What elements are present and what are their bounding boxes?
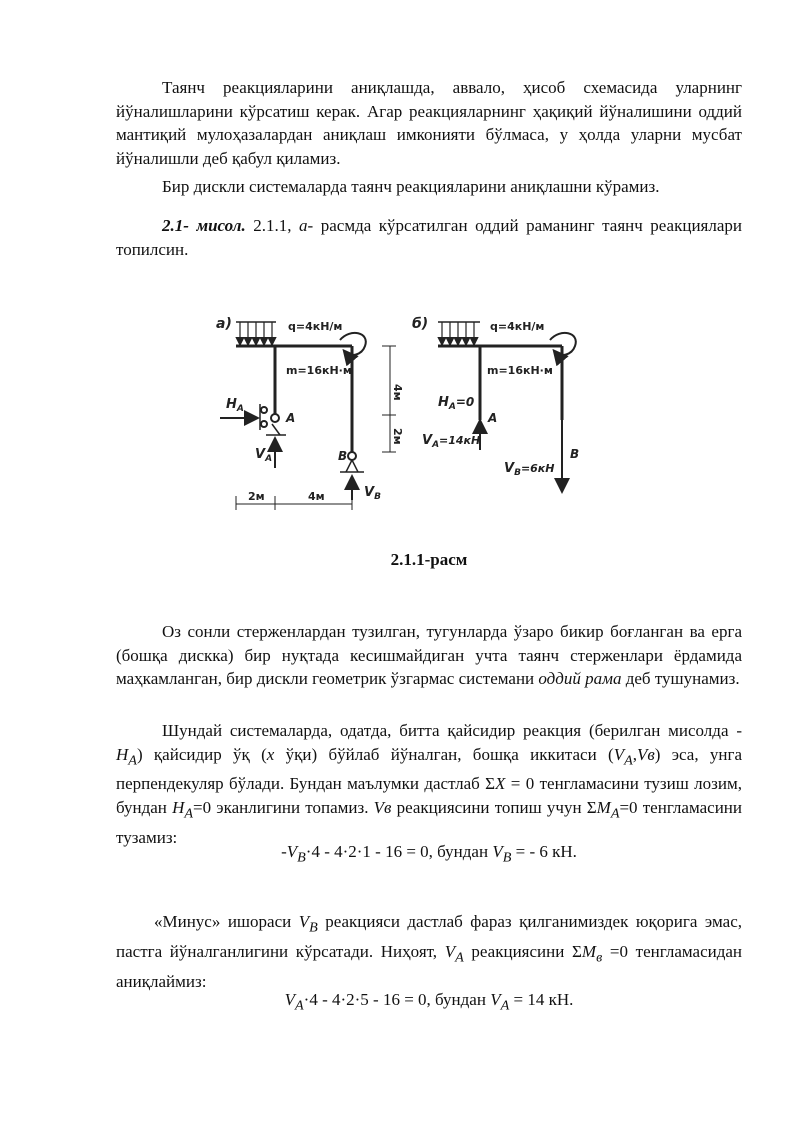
frame-diagram-figure (200, 300, 600, 520)
label-b: б) (412, 316, 429, 332)
va-label-a: $V_A$ (255, 447, 273, 464)
b-point-label-a: B (338, 449, 348, 463)
m-label-b: m=16кН·м (487, 364, 553, 377)
paragraph-1: Таянч реакцияларини аниқлашда, аввало, ҳисоб схемасида уларнинг йўналишларини кўрсатиш керак. Агар реакцияларнинг ҳақиқий йўналишини оддий мантиқий мулоҳазалардан аниқлаш имконияти бўлмаса, у ҳолда уларни мусбат йўналишли деб қабул қиламиз. (116, 78, 742, 168)
paragraph-5: Шундай системаларда, одатда, битта қайсидир реакция (берилган мисолда - $H_A$) қайсидир ўқ (x ўқи) бўйлаб йўналган, бошқа иккитаси $(V_A,Vв)$ эса, унга перпендекуляр бўлади. Бундан маълумки дастлаб ΣX = 0 тенгламасини тузиш лозим, бундан $H_A=0$ эканлигини топамиз. Vв реакциясини топиш учун $\Sigma M_A=0$ тенгламасини тузамиз: (116, 721, 743, 847)
vb-label-b: $V_B^{=6кН}$ (504, 461, 555, 478)
formula-2: $V_A\cdot 4 - 4\cdot 2\cdot 5 - 16 = 0$, бундан $V_A = 14$ кН. (284, 990, 574, 1014)
vb-label-a: $V_B$ (364, 485, 381, 502)
label-a: а) (216, 316, 232, 332)
dim-4m-vertical: 4м (391, 384, 404, 401)
paragraph-6: «Минус» ишораси $V_B$ реакцияси дастлаб фараз қилганимиздек юқорига эмас, пастга йўналганлигини кўрсатади. Ниҳоят, $V_A$ реакциясини $\Sigma M_в =0$ тенгламасидан аниқлаймиз: (116, 912, 743, 991)
ha-label-b: $H_A=0$ (438, 395, 475, 412)
ha-label-a: $H_A$ (226, 397, 244, 414)
formula-1: $-V_B\cdot 4 - 4\cdot 2\cdot 1 - 16 = 0$, бундан $V_B$ = - 6 кН. (281, 842, 577, 866)
dim-2m-vertical: 2м (391, 428, 404, 445)
dim-2m-horizontal: 2м (248, 490, 265, 503)
dim-4m-horizontal: 4м (308, 490, 325, 503)
q-label-b: q=4кН/м (490, 320, 545, 333)
va-label-b: $V_A^{=14кН}$ (422, 433, 481, 450)
paragraph-example: 2.1- мисол. 2.1.1, а- расмда кўрсатилган оддий раманинг таянч реакциялари топилсин. (116, 216, 743, 259)
paragraph-4: Оз сонли стерженлардан тузилган, тугунларда ўзаро бикир боғланган ва ерга (бошқа дискка) бир нуқтада кесишмайдиган учта таянч стерженлари ёрдамида маҳкамланган, бир дискли геометрик ўзгармас системани оддий рама деб тушунамиз. (116, 622, 742, 688)
paragraph-2: Бир дискли системаларда таянч реакцияларини аниқлашни кўрамиз. (162, 177, 660, 196)
a-point-label-b: A (488, 411, 498, 425)
figure-caption: 2.1.1-расм (390, 550, 468, 569)
b-point-label-b: B (570, 447, 580, 461)
example-label: 2.1- мисол. (162, 216, 246, 235)
m-label-a: m=16кН·м (286, 364, 352, 377)
q-label-a: q=4кН/м (288, 320, 343, 333)
a-point-label-a: A (286, 411, 296, 425)
frame-diagram (200, 300, 600, 520)
